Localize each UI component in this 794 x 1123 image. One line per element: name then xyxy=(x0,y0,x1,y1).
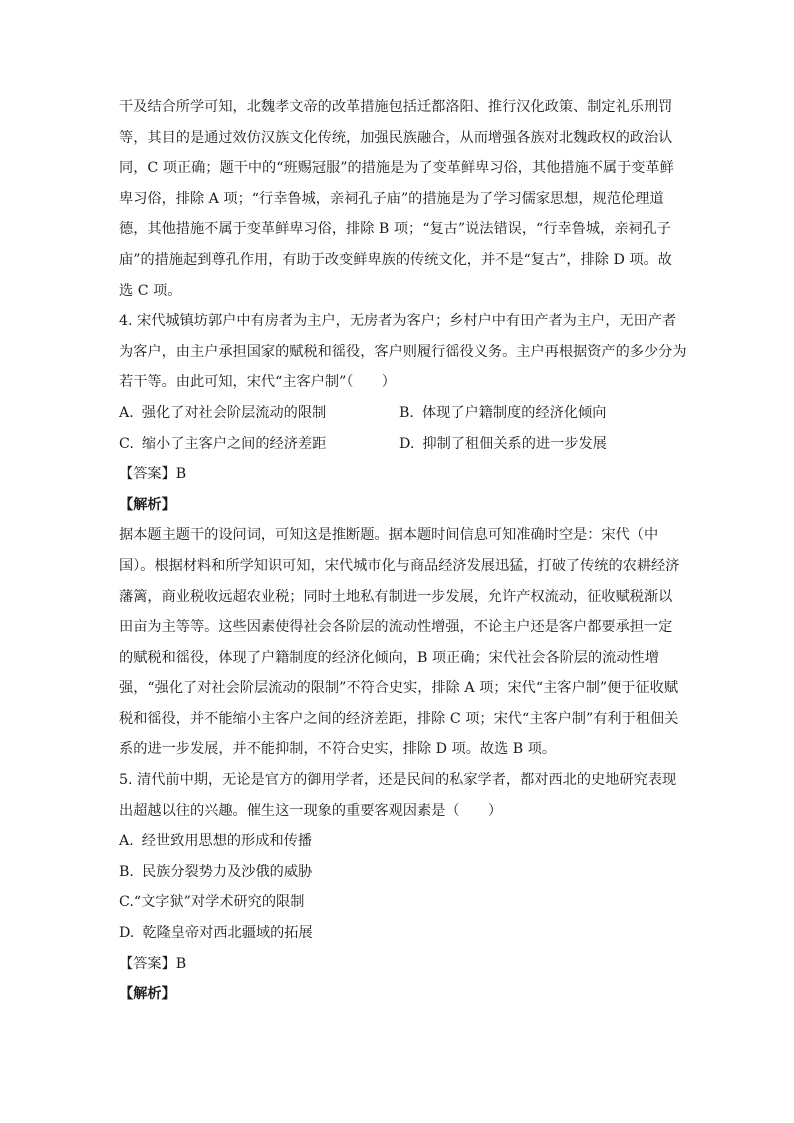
option-letter: B. xyxy=(119,863,134,880)
option-letter: A. xyxy=(119,404,134,421)
q5-option-c xyxy=(119,887,679,918)
text-line: 卑习俗，排除 A 项；“行幸鲁城，亲祠孔子庙”的措施是为了学习儒家思想，规范伦理道 xyxy=(119,190,664,207)
q4-option-d xyxy=(399,429,679,460)
text-line: 庙”的措施起到尊孔作用，有助于改变鲜卑族的传统文化，并不是“复古”，排除 D 项。故 xyxy=(119,251,672,268)
text-line: 国）。根据材料和所学知识可知，宋代城市化与商品经济发展迅猛，打破了传统的农耕经济 xyxy=(119,557,680,574)
q4-option-b xyxy=(399,398,679,429)
option-text: 民族分裂势力及沙俄的威胁 xyxy=(141,863,313,880)
q5-option-d xyxy=(119,918,679,949)
text-line: 等，其目的是通过效仿汉族文化传统，加强民族融合，从而增强各族对北魏政权的政治认 xyxy=(119,129,673,146)
option-letter: A. xyxy=(119,833,134,850)
text-line: 德，其他措施不属于变革鲜卑习俗，排除 B 项；“复古”说法错误，“行幸鲁城，亲祠孔子 xyxy=(119,221,671,238)
option-letter: D. xyxy=(399,435,415,452)
text-line: 为客户，由主户承担国家的赋税和徭役，客户则履行徭役义务。主户再根据资产的多少分为 xyxy=(119,343,687,360)
option-text: 抑制了租佃关系的进一步发展 xyxy=(422,435,607,452)
option-letter: B. xyxy=(399,404,414,421)
q4-analysis-heading: 【解析】 xyxy=(119,496,176,513)
q5-answer: 【答案】B xyxy=(119,955,187,972)
option-text: 缩小了主客户之间的经济差距 xyxy=(141,435,327,452)
text-line: 系的进一步发展，并不能抑制，不符合史实，排除 D 项。故选 B 项。 xyxy=(119,741,557,758)
q5-option-a xyxy=(119,826,679,857)
text-line: 税和徭役，并不能缩小主客户之间的经济差距，排除 C 项；宋代“主客户制”有利于租佃关 xyxy=(119,710,679,727)
q4-option-c xyxy=(119,429,399,460)
question-5-options xyxy=(119,826,679,948)
text-line: 强，“强化了对社会阶层流动的限制”不符合史实，排除 A 项；宋代“主客户制”便于征收赋 xyxy=(119,680,679,697)
question-4-stem xyxy=(119,306,687,398)
q4-option-a xyxy=(119,398,399,429)
text-line: 田亩为主等等。这些因素使得社会各阶层的流动性增强，不论主户还是客户都要承担一定 xyxy=(119,619,673,636)
question-5-stem xyxy=(119,765,679,826)
q5-option-b xyxy=(119,857,679,888)
text-line: 干及结合所学可知，北魏孝文帝的改革措施包括迁都洛阳、推行汉化政策、制定礼乐刑罚 xyxy=(119,99,673,115)
text-line: 据本题主题干的设问词，可知这是推断题。据本题时间信息可知准确时空是：宋代（中 xyxy=(119,527,659,544)
option-text: “文字狱”对学术研究的限制 xyxy=(133,894,305,911)
option-text: 体现了户籍制度的经济化倾向 xyxy=(421,404,607,421)
q5-analysis-heading: 【解析】 xyxy=(119,986,176,1003)
option-letter: C. xyxy=(119,894,134,911)
q4-analysis xyxy=(119,520,679,765)
q4-answer: 【答案】B xyxy=(119,466,187,483)
page-content xyxy=(119,92,687,1010)
text-line: 4. 宋代城镇坊郭户中有房者为主户，无房者为客户；乡村户中有田产者为主户，无田产者 xyxy=(119,313,677,330)
option-text: 强化了对社会阶层流动的限制 xyxy=(141,404,327,421)
text-line: 出超越以往的兴趣。催生这一现象的重要客观因素是（ ） xyxy=(119,802,503,819)
option-text: 经世致用思想的形成和传播 xyxy=(141,833,313,850)
text-line: 选 C 项。 xyxy=(119,282,182,299)
text-line: 藩篱，商业税收远超农业税；同时土地私有制进一步发展，允许产权流动，征收赋税渐以 xyxy=(119,588,673,605)
option-letter: C. xyxy=(119,435,134,452)
question-4-options xyxy=(119,398,679,459)
text-line: 若干等。由此可知，宋代“主客户制”（ ） xyxy=(119,374,396,391)
text-line: 的赋税和徭役，体现了户籍制度的经济化倾向，B 项正确；宋代社会各阶层的流动性增 xyxy=(119,649,659,666)
option-text: 乾隆皇帝对西北疆域的拓展 xyxy=(142,925,313,942)
text-line: 5. 清代前中期，无论是官方的御用学者，还是民间的私家学者，都对西北的史地研究表现 xyxy=(119,772,677,789)
text-line: 同，C 项正确；题干中的“班赐冠服”的措施是为了变革鲜卑习俗，其他措施不属于变革鲜 xyxy=(119,160,674,177)
q3-analysis-continued xyxy=(119,92,679,306)
option-letter: D. xyxy=(119,925,135,942)
